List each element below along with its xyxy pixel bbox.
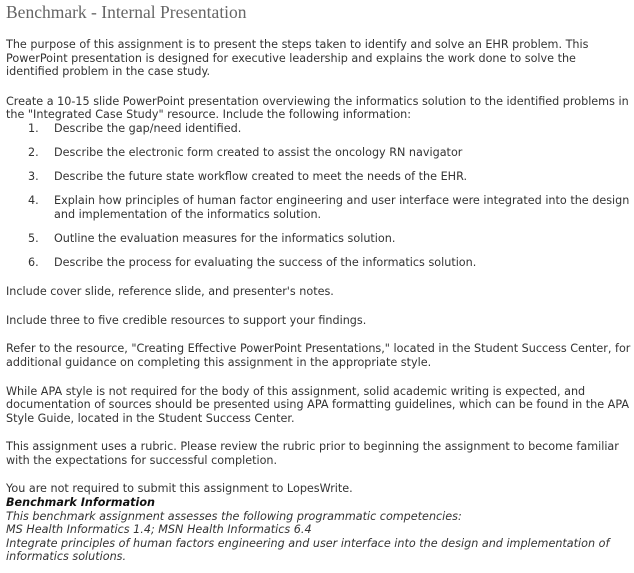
list-text: Describe the future state workflow created to meet the needs of the EHR. [54,170,467,184]
list-item [6,194,632,221]
list-item [6,122,632,136]
intro-paragraph: The purpose of this assignment is to present the steps taken to identify and solve an EHR problem. This PowerPoint presentation is designed for executive leadership and explains the work done to solve the identified problem in the case study. [6,38,589,79]
list-text: Describe the process for evaluating the success of the informatics solution. [54,256,477,270]
page-title: Benchmark - Internal Presentation [6,2,247,22]
lopeswrite-paragraph: You are not required to submit this assignment to LopesWrite. [6,482,353,496]
rubric-paragraph: This assignment uses a rubric. Please review the rubric prior to beginning the assignment to become familiar with the expectations for successful completion. [6,440,619,467]
list-item [6,146,632,160]
list-text: Describe the gap/need identified. [54,121,242,135]
competency-description: Integrate principles of human factors engineering and user interface into the design and implementation of informatics solutions. [6,536,610,564]
list-number: 3. [28,170,39,184]
requirements-list [6,122,632,270]
list-number: 6. [28,256,39,270]
assignment-page [6,0,632,564]
list-number: 5. [28,231,39,245]
list-item [6,256,632,270]
benchmark-heading: Benchmark Information [6,496,155,510]
apa-paragraph: While APA style is not required for the body of this assignment, solid academic writing is expected, and documentation of sources should be presented using APA formatting guidelines, which can be found in the APA Style Guide, located in the Student Success Center. [6,384,630,425]
competency-codes: MS Health Informatics 1.4; MSN Health Informatics 6.4 [6,523,312,537]
list-item [6,232,632,246]
resources-paragraph: Include three to five credible resources to support your findings. [6,313,367,327]
list-text: Explain how principles of human factor engineering and user interface were integrated into the design and implementation of the informatics solution. [54,194,630,221]
list-number: 4. [28,194,39,208]
list-text: Outline the evaluation measures for the informatics solution. [54,231,396,245]
list-text: Describe the electronic form created to assist the oncology RN navigator [54,146,463,160]
list-number: 2. [28,146,39,160]
instruction-paragraph: Create a 10-15 slide PowerPoint presentation overviewing the informatics solution to the identified problems in the "Integrated Case Study" resource. Include the following information: [6,94,629,122]
list-number: 1. [28,121,39,135]
refer-paragraph: Refer to the resource, "Creating Effective PowerPoint Presentations," located in the Student Success Center, for additional guidance on completing this assignment in the appropriate style. [6,342,631,369]
cover-paragraph: Include cover slide, reference slide, and presenter's notes. [6,285,334,299]
list-item [6,170,632,184]
benchmark-information [6,496,632,564]
benchmark-line: This benchmark assignment assesses the following programmatic competencies: [6,509,462,523]
